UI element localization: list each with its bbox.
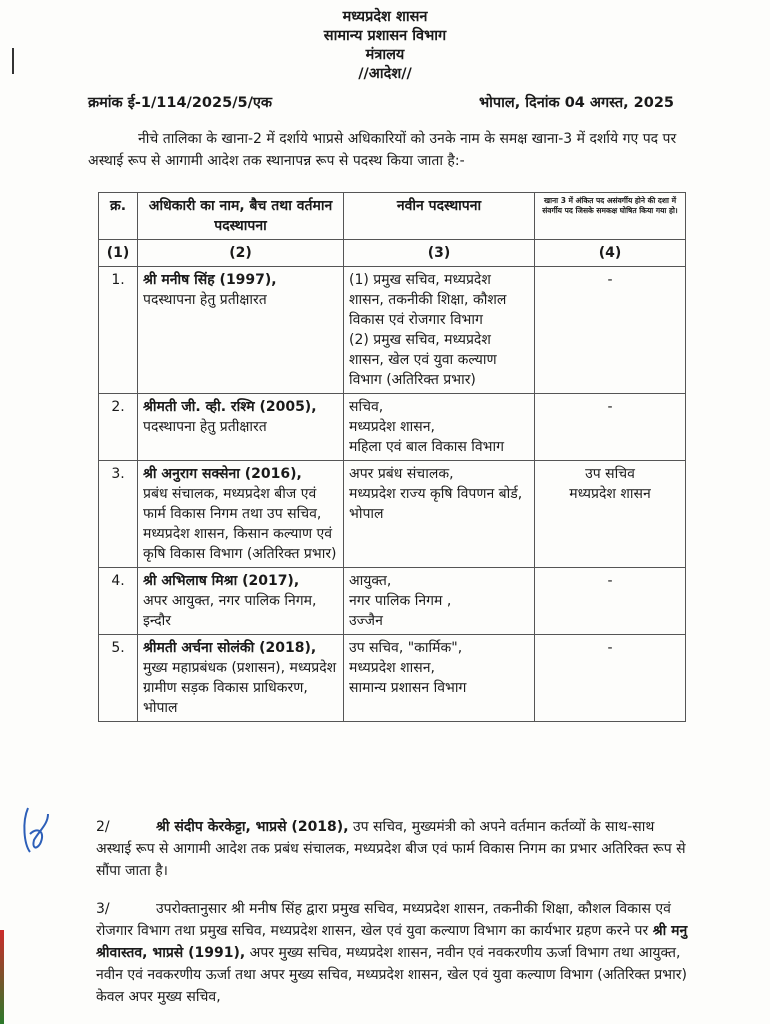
- officer-name: श्रीमती अर्चना सोलंकी (2018),: [143, 640, 317, 656]
- column-number-row: [99, 240, 686, 267]
- current-posting: पदस्थापना हेतु प्रतीक्षारत: [143, 419, 267, 435]
- header-serial: क्र.: [99, 193, 138, 240]
- officer-cell: [138, 461, 344, 568]
- current-posting: पदस्थापना हेतु प्रतीक्षारत: [143, 292, 267, 308]
- order-number: क्रमांक ई-1/114/2025/5/एक: [88, 95, 273, 111]
- header-department: सामान्य प्रशासन विभाग: [323, 28, 447, 44]
- intro-paragraph: नीचे तालिका के खाना-2 में दर्शाये भाप्रसे अधिकारियों को उनके नाम के समक्ष खाना-3 में दर्शाये गए पद पर अस्थाई रूप से आगामी आदेश तक स्थानापन्न रूप से पदस्थ किया जाता है:-: [88, 131, 677, 169]
- col-number: (2): [138, 240, 344, 267]
- table-header-row: [99, 193, 686, 240]
- officer-name: श्री अभिलाष मिश्रा (2017),: [143, 573, 300, 589]
- table-body: [99, 267, 686, 722]
- current-posting: मुख्य महाप्रबंधक (प्रशासन), मध्यप्रदेश ग्रामीण सड़क विकास प्राधिकरण, भोपाल: [143, 660, 337, 716]
- reference-line: [88, 92, 674, 112]
- header-new-posting: नवीन पदस्थापना: [344, 193, 535, 240]
- officer-name: श्री मनीष सिंह (1997),: [143, 272, 277, 288]
- header-order-title: //आदेश//: [358, 66, 412, 82]
- new-posting-cell: उप सचिव, "कार्मिक", मध्यप्रदेश शासन, सामान्य प्रशासन विभाग: [344, 635, 535, 722]
- equivalent-post-cell: -: [535, 635, 686, 722]
- header-officer: अधिकारी का नाम, बैच तथा वर्तमान पदस्थापना: [138, 193, 344, 240]
- serial-cell: 5.: [99, 635, 138, 722]
- officer-name: श्रीमती जी. व्ही. रश्मि (2005),: [143, 399, 317, 415]
- handwritten-initial-signature: [18, 804, 54, 856]
- current-posting: अपर आयुक्त, नगर पालिक निगम, इन्दौर: [143, 593, 317, 629]
- letterhead: [0, 8, 770, 84]
- table-row: [99, 568, 686, 635]
- equivalent-post-cell: -: [535, 394, 686, 461]
- place-date: भोपाल, दिनांक 04 अगस्त, 2025: [478, 95, 674, 111]
- current-posting: प्रबंध संचालक, मध्यप्रदेश बीज एवं फार्म विकास निगम तथा उप सचिव, मध्यप्रदेश शासन, किसान कल्याण एवं कृषि विकास विभाग (अतिरिक्त प्रभार): [143, 486, 337, 562]
- officer-name-bold: श्री मनु श्रीवास्तव, भाप्रसे (1991),: [96, 923, 688, 961]
- serial-cell: 4.: [99, 568, 138, 635]
- equivalent-post-cell: -: [535, 568, 686, 635]
- header-equivalent-post: खाना 3 में अंकित पद असंवर्गीय होने की दशा में संवर्गीय पद जिसके समकक्ष घोषित किया गया हो।: [535, 193, 686, 240]
- paragraph-text: उप सचिव, मुख्यमंत्री को अपने वर्तमान कर्तव्यों के साथ-साथ अस्थाई रूप से आगामी आदेश तक प्रबंध संचालक, मध्यप्रदेश बीज एवं फार्म विकास निगम का प्रभार अतिरिक्त रूप से सौंपा जाता है।: [96, 819, 686, 879]
- new-posting-cell: अपर प्रबंध संचालक, मध्यप्रदेश राज्य कृषि विपणन बोर्ड, भोपाल: [344, 461, 535, 568]
- new-posting-cell: आयुक्त, नगर पालिक निगम , उज्जैन: [344, 568, 535, 635]
- col-number: (1): [99, 240, 138, 267]
- officer-cell: [138, 635, 344, 722]
- table-row: [99, 267, 686, 394]
- new-posting-cell: (1) प्रमुख सचिव, मध्यप्रदेश शासन, तकनीकी शिक्षा, कौशल विकास एवं रोजगार विभाग (2) प्रमुख सचिव, मध्यप्रदेश शासन, खेल एवं युवा कल्याण विभाग (अतिरिक्त प्रभार): [344, 267, 535, 394]
- officer-cell: [138, 568, 344, 635]
- table-row: [99, 394, 686, 461]
- serial-cell: 1.: [99, 267, 138, 394]
- officer-cell: [138, 267, 344, 394]
- scan-side-strip: [0, 930, 4, 1024]
- posting-table: [98, 192, 686, 722]
- equivalent-post-cell: -: [535, 267, 686, 394]
- new-posting-cell: सचिव, मध्यप्रदेश शासन, महिला एवं बाल विकास विभाग: [344, 394, 535, 461]
- equivalent-post-cell: उप सचिव मध्यप्रदेश शासन: [535, 461, 686, 568]
- officer-name-bold: श्री संदीप केरकेट्टा, भाप्रसे (2018),: [156, 819, 349, 835]
- table-row: [99, 461, 686, 568]
- serial-cell: 2.: [99, 394, 138, 461]
- paragraph-number: 3/: [96, 901, 110, 917]
- paragraph-number: 2/: [96, 819, 110, 835]
- serial-cell: 3.: [99, 461, 138, 568]
- header-government: मध्यप्रदेश शासन: [342, 9, 428, 25]
- col-number: (4): [535, 240, 686, 267]
- paragraph-text: अपर मुख्य सचिव, मध्यप्रदेश शासन, नवीन एवं नवकरणीय ऊर्जा विभाग तथा आयुक्त, नवीन एवं नवकरणीय ऊर्जा तथा अपर मुख्य सचिव, मध्यप्रदेश शासन, खेल एवं युवा कल्याण विभाग (अतिरिक्त प्रभार) केवल अपर मुख्य सचिव,: [96, 945, 687, 1005]
- paragraph-2: [96, 816, 690, 882]
- officer-name: श्री अनुराग सक्सेना (2016),: [143, 466, 302, 482]
- paragraph-text: उपरोक्तानुसार श्री मनीष सिंह द्वारा प्रमुख सचिव, मध्यप्रदेश शासन, तकनीकी शिक्षा, कौशल विकास एवं रोजगार विभाग तथा प्रमुख सचिव, मध्यप्रदेश शासन, खेल एवं युवा कल्याण विभाग का कार्यभार ग्रहण करने पर: [96, 901, 671, 939]
- col-number: (3): [344, 240, 535, 267]
- table-row: [99, 635, 686, 722]
- header-secretariat: मंत्रालय: [365, 47, 405, 63]
- officer-cell: [138, 394, 344, 461]
- paragraph-3: [96, 898, 690, 1008]
